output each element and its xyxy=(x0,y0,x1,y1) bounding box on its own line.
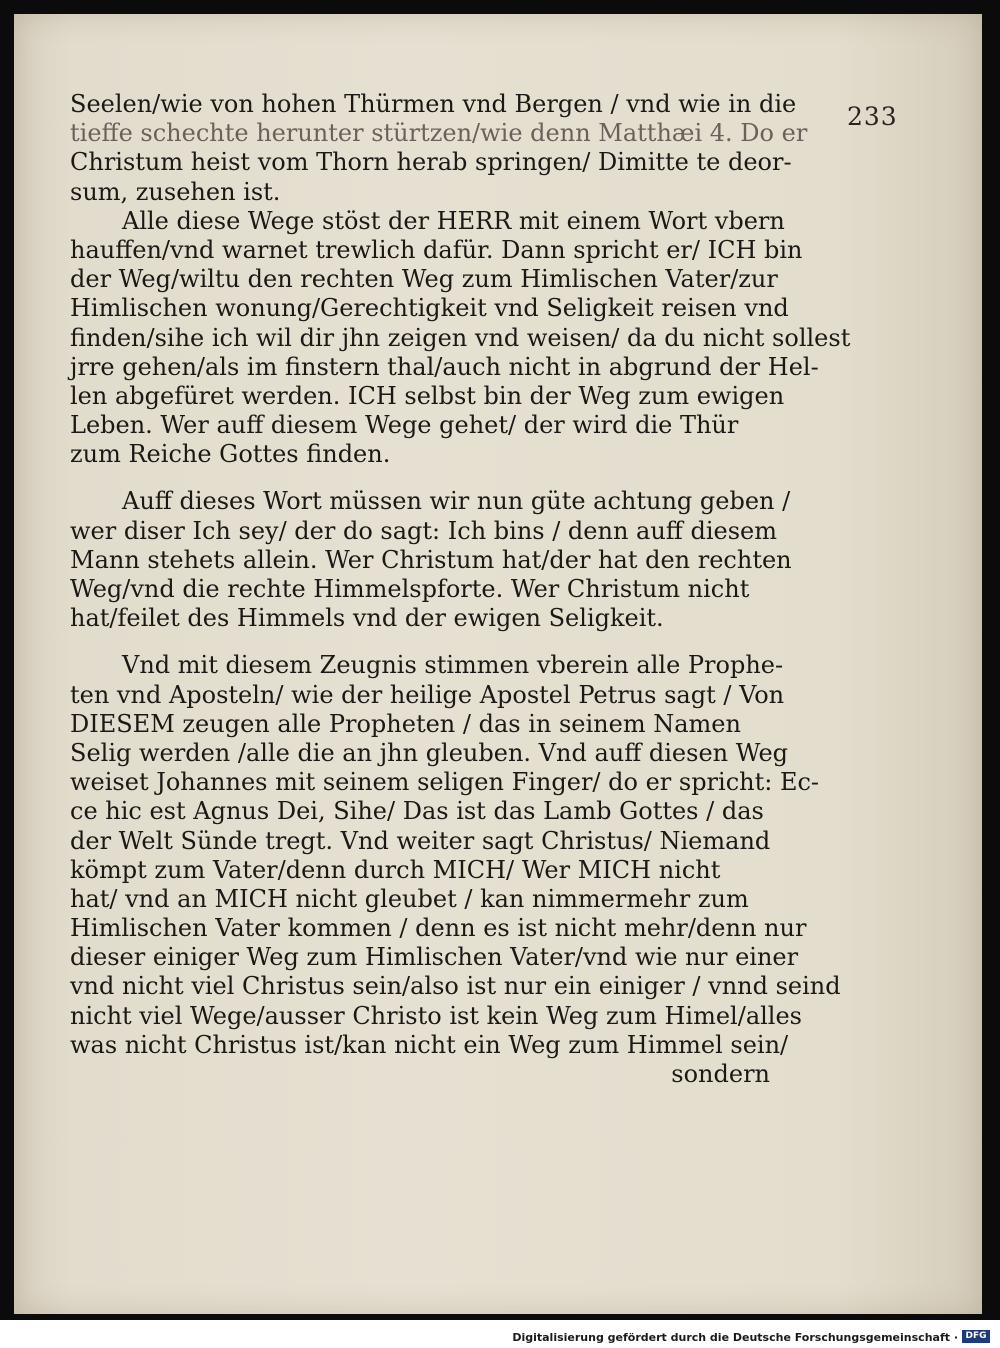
page-number: 233 xyxy=(847,102,898,131)
dfg-logo-icon: DFG xyxy=(962,1330,990,1343)
text-line: jrre gehen/als im finstern thal/auch nicht in abgrund der Hel- xyxy=(70,352,819,381)
paragraph-gap xyxy=(70,469,770,487)
text-line: Weg/vnd die rechte Himmelspforte. Wer Christum nicht xyxy=(70,575,750,603)
text-line: tieffe schechte herunter stürtzen/wie denn Matthæi 4. Do er xyxy=(70,119,808,148)
text-line: was nicht Christus ist/kan nicht ein Weg zum Himmel sein/ xyxy=(70,1030,789,1059)
text-line: wer diser Ich sey/ der do sagt: Ich bins / denn auff diesem xyxy=(70,516,778,545)
text-line: DIESEM zeugen alle Propheten / das in seinem Namen xyxy=(70,709,741,738)
text-line: weiset Johannes mit seinem seligen Finger/ do er spricht: Ec- xyxy=(70,768,820,797)
text-line: ten vnd Aposteln/ wie der heilige Apostel Petrus sagt / Von xyxy=(70,680,785,709)
text-line: Mann stehets allein. Wer Christum hat/der hat den rechten xyxy=(70,545,792,574)
text-line: Christum heist vom Thorn herab springen/ Dimitte te deor- xyxy=(70,148,792,177)
text-line: Selig werden /alle die an jhn gleuben. Vnd auff diesen Weg xyxy=(70,738,789,767)
paragraph-gap xyxy=(70,633,770,651)
text-line: Vnd mit diesem Zeugnis stimmen vberein alle Prophe- xyxy=(122,651,784,680)
text-line: dieser einiger Weg zum Himlischen Vater/vnd wie nur einer xyxy=(70,943,799,972)
text-line: hat/feilet des Himmels vnd der ewigen Seligkeit. xyxy=(70,604,664,633)
text-line: vnd nicht viel Christus sein/also ist nur ein einiger / vnnd seind xyxy=(70,972,841,1001)
text-block xyxy=(70,90,851,1089)
text-line: kömpt zum Vater/denn durch MICH/ Wer MICH nicht xyxy=(70,855,721,884)
text-line: finden/sihe ich wil dir jhn zeigen vnd weisen/ da du nicht sollest xyxy=(70,323,851,352)
text-line: Himlischen wonung/Gerechtigkeit vnd Seligkeit reisen vnd xyxy=(70,294,789,323)
text-line: ce hic est Agnus Dei, Sihe/ Das ist das Lamb Gottes / das xyxy=(70,797,764,826)
text-line: Auff dieses Wort müssen wir nun güte achtung geben / xyxy=(122,487,791,516)
text-line: sum, zusehen ist. xyxy=(70,177,281,206)
text-line: nicht viel Wege/ausser Christo ist kein Weg zum Himel/alles xyxy=(70,1001,802,1030)
text-line: Alle diese Wege stöst der HERR mit einem Wort vbern xyxy=(122,206,785,235)
text-line: der Weg/wiltu den rechten Weg zum Himlischen Vater/zur xyxy=(70,265,778,294)
text-line: der Welt Sünde tregt. Vnd weiter sagt Christus/ Niemand xyxy=(70,826,771,855)
text-line: Himlischen Vater kommen / denn es ist nicht mehr/denn nur xyxy=(70,914,807,943)
text-line: len abgefüret werden. ICH selbst bin der Weg zum ewigen xyxy=(70,381,785,410)
book-page xyxy=(14,14,982,1314)
text-line: zum Reiche Gottes finden. xyxy=(70,440,391,469)
text-line: Leben. Wer auff diesem Wege gehet/ der wird die Thür xyxy=(70,411,739,440)
text-line: hauffen/vnd warnet trewlich dafür. Dann spricht er/ ICH bin xyxy=(70,235,803,264)
footer-credit: Digitalisierung gefördert durch die Deutsche Forschungsgemeinschaft · xyxy=(512,1331,958,1344)
text-line: Seelen/wie von hohen Thürmen vnd Bergen / vnd wie in die xyxy=(70,90,797,118)
text-line: hat/ vnd an MICH nicht gleubet / kan nimmermehr zum xyxy=(70,884,749,913)
catchword: sondern xyxy=(671,1060,770,1088)
